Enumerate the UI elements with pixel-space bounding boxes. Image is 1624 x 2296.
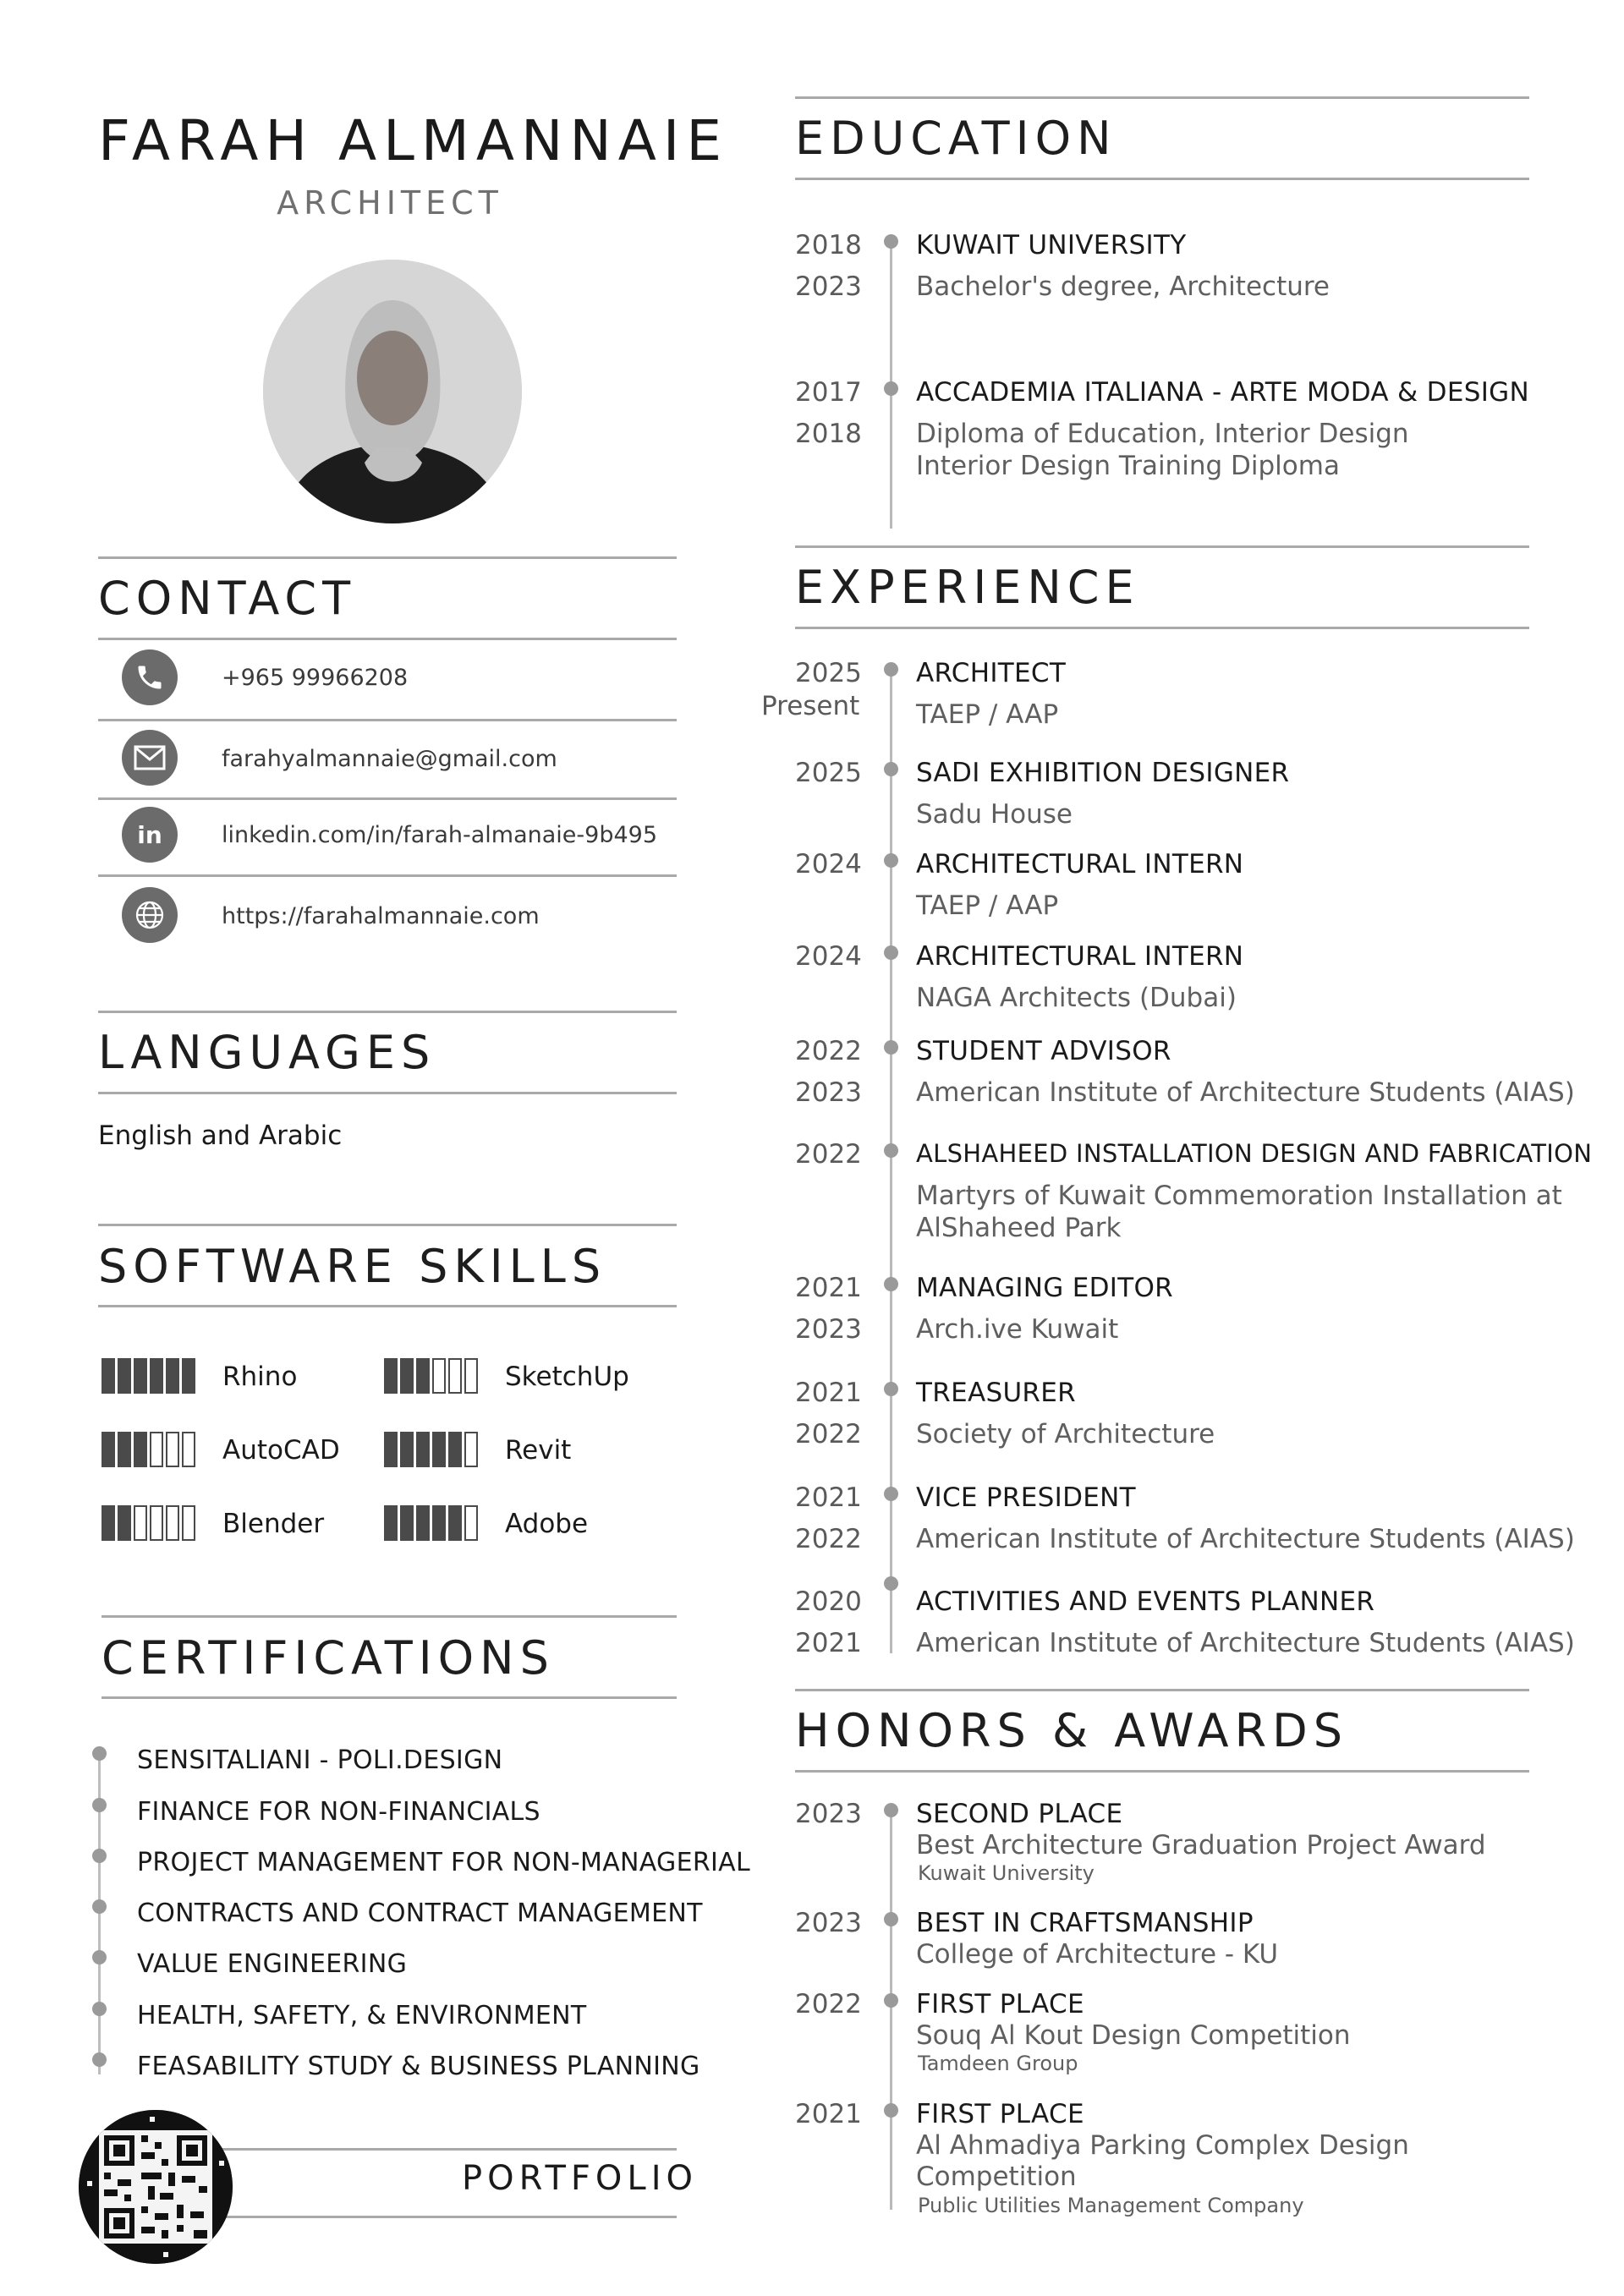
divider — [98, 556, 677, 559]
exp-org: AlShaheed Park — [916, 1213, 1122, 1243]
divider — [102, 1615, 677, 1618]
exp-org: TAEP / AAP — [916, 699, 1059, 730]
skill-bar-segment — [150, 1432, 163, 1467]
skill-bar-segment — [182, 1432, 195, 1467]
divider — [98, 874, 677, 877]
edu-end-year: 2018 — [795, 419, 862, 449]
edu-institution: ACCADEMIA ITALIANA - ARTE MODA & DESIGN — [916, 377, 1529, 408]
timeline-dot — [884, 1803, 898, 1817]
edu-start-year: 2017 — [795, 377, 862, 408]
skill-bar-segment — [150, 1358, 163, 1394]
skill-bars — [102, 1505, 195, 1543]
honor-year: 2022 — [795, 1989, 862, 2019]
honor-issuer: Kuwait University — [918, 1861, 1095, 1885]
contact-phone[interactable]: +965 99966208 — [222, 665, 409, 691]
contact-email[interactable]: farahyalmannaie@gmail.com — [222, 746, 557, 772]
cert-dot — [92, 1798, 107, 1812]
timeline-dot — [884, 1277, 898, 1291]
cert-dot — [92, 2052, 107, 2067]
exp-org: NAGA Architects (Dubai) — [916, 983, 1237, 1013]
edu-degree: Interior Design Training Diploma — [916, 451, 1340, 481]
linkedin-icon — [122, 807, 178, 863]
edu-start-year: 2018 — [795, 230, 862, 260]
exp-start-year: 2021 — [795, 1273, 862, 1303]
timeline-dot — [884, 1040, 898, 1055]
honor-year: 2023 — [795, 1908, 862, 1938]
honor-issuer: Public Utilities Management Company — [918, 2194, 1304, 2217]
skill-label: Rhino — [222, 1362, 298, 1392]
skill-bar-segment — [464, 1505, 478, 1541]
exp-start-year: 2022 — [795, 1139, 862, 1170]
honor-detail: College of Architecture - KU — [916, 1939, 1279, 1970]
skill-bar-segment — [400, 1358, 414, 1394]
divider — [795, 627, 1529, 629]
skill-bar-segment — [400, 1432, 414, 1467]
svg-text:in: in — [137, 821, 162, 849]
experience-title: EXPERIENCE — [795, 561, 1140, 614]
skill-bars — [102, 1358, 195, 1395]
exp-title: MANAGING EDITOR — [916, 1273, 1174, 1303]
skill-label: Revit — [505, 1435, 572, 1466]
cert-dot — [92, 1849, 107, 1863]
cert-item: PROJECT MANAGEMENT FOR NON-MANAGERIAL — [137, 1848, 750, 1877]
exp-title: STUDENT ADVISOR — [916, 1036, 1171, 1066]
exp-title: SADI EXHIBITION DESIGNER — [916, 758, 1290, 788]
exp-start-year: 2020 — [795, 1586, 862, 1617]
exp-end-year: 2023 — [795, 1077, 862, 1108]
timeline-dot — [884, 662, 898, 677]
skill-bar-segment — [118, 1432, 131, 1467]
divider — [795, 1689, 1529, 1691]
timeline-dot — [884, 1382, 898, 1396]
skill-bar-segment — [134, 1358, 147, 1394]
exp-end-year: 2023 — [795, 1314, 862, 1345]
divider — [795, 96, 1529, 99]
timeline-dot — [884, 945, 898, 960]
skill-bar-segment — [182, 1358, 195, 1394]
divider — [195, 2148, 677, 2151]
languages-title: LANGUAGES — [98, 1026, 436, 1079]
exp-title: ARCHITECTURAL INTERN — [916, 941, 1244, 972]
timeline-dot — [884, 381, 898, 396]
exp-start-year: 2025 — [795, 758, 862, 788]
exp-org: TAEP / AAP — [916, 890, 1059, 921]
exp-end-year: Present — [761, 691, 860, 721]
honor-title: FIRST PLACE — [916, 1989, 1084, 2019]
divider — [98, 719, 677, 721]
timeline-dot — [884, 762, 898, 776]
portfolio-label[interactable]: PORTFOLIO — [462, 2159, 698, 2198]
skill-bar-segment — [400, 1505, 414, 1541]
exp-org: American Institute of Architecture Students (AIAS) — [916, 1077, 1575, 1108]
mail-icon — [122, 730, 178, 786]
cert-dot — [92, 1950, 107, 1964]
skill-bar-segment — [166, 1358, 179, 1394]
skill-bar-segment — [102, 1432, 115, 1467]
skill-bar-segment — [384, 1505, 398, 1541]
timeline-dot — [884, 2103, 898, 2118]
skill-bar-segment — [384, 1432, 398, 1467]
skill-label: Blender — [222, 1509, 325, 1539]
skill-bar-segment — [432, 1358, 446, 1394]
experience-timeline — [890, 672, 892, 1653]
honors-title: HONORS & AWARDS — [795, 1704, 1348, 1757]
person-role: ARCHITECT — [277, 184, 503, 222]
exp-end-year: 2022 — [795, 1524, 862, 1554]
divider — [98, 1305, 677, 1307]
skill-bars — [102, 1432, 195, 1469]
honor-detail: Competition — [916, 2162, 1077, 2192]
timeline-dot — [884, 1912, 898, 1926]
exp-title: VICE PRESIDENT — [916, 1482, 1136, 1513]
skill-bar-segment — [134, 1432, 147, 1467]
divider — [795, 1770, 1529, 1773]
divider — [98, 1011, 677, 1013]
skill-bars — [384, 1432, 478, 1469]
person-name: FARAH ALMANNAIE — [98, 108, 729, 173]
edu-end-year: 2023 — [795, 271, 862, 302]
honor-title: SECOND PLACE — [916, 1799, 1123, 1829]
exp-start-year: 2022 — [795, 1036, 862, 1066]
skill-bar-segment — [182, 1505, 195, 1541]
skill-bar-segment — [416, 1505, 430, 1541]
cert-item: SENSITALIANI - POLI.DESIGN — [137, 1745, 503, 1775]
exp-end-year: 2021 — [795, 1628, 862, 1658]
skill-bar-segment — [150, 1505, 163, 1541]
certifications-title: CERTIFICATIONS — [102, 1631, 555, 1685]
cert-item: CONTRACTS AND CONTRACT MANAGEMENT — [137, 1899, 703, 1928]
globe-icon — [122, 887, 178, 943]
qr-code-icon[interactable] — [79, 2110, 233, 2264]
skill-bar-segment — [416, 1358, 430, 1394]
timeline-dot — [884, 1993, 898, 2008]
honor-year: 2021 — [795, 2099, 862, 2129]
skill-bar-segment — [102, 1505, 115, 1541]
honor-issuer: Tamdeen Group — [918, 2052, 1078, 2075]
timeline-dot — [884, 234, 898, 249]
cert-dot — [92, 1746, 107, 1761]
exp-start-year: 2024 — [795, 849, 862, 879]
honor-detail: Best Architecture Graduation Project Award — [916, 1830, 1486, 1860]
skill-label: Adobe — [505, 1509, 589, 1539]
exp-start-year: 2025 — [795, 658, 862, 688]
skill-bar-segment — [134, 1505, 147, 1541]
cert-dot — [92, 1899, 107, 1914]
exp-title: TREASURER — [916, 1378, 1077, 1408]
skill-bar-segment — [464, 1432, 478, 1467]
skill-bar-segment — [432, 1432, 446, 1467]
exp-org: Arch.ive Kuwait — [916, 1314, 1119, 1345]
software-title: SOFTWARE SKILLS — [98, 1240, 607, 1293]
divider — [98, 638, 677, 640]
skill-label: SketchUp — [505, 1362, 629, 1392]
exp-title: ACTIVITIES AND EVENTS PLANNER — [916, 1586, 1375, 1617]
honor-title: FIRST PLACE — [916, 2099, 1084, 2129]
timeline-dot — [884, 1487, 898, 1501]
divider — [195, 2216, 677, 2218]
phone-icon — [122, 649, 178, 705]
skill-bar-segment — [416, 1432, 430, 1467]
skill-bar-segment — [118, 1505, 131, 1541]
cert-dot — [92, 2002, 107, 2016]
skill-bar-segment — [448, 1505, 462, 1541]
skill-bar-segment — [166, 1432, 179, 1467]
timeline-dot — [884, 1576, 898, 1591]
divider — [102, 1696, 677, 1699]
divider — [795, 178, 1529, 180]
contact-title: CONTACT — [98, 572, 357, 625]
skill-bar-segment — [384, 1358, 398, 1394]
skill-bar-segment — [448, 1432, 462, 1467]
divider — [98, 797, 677, 800]
skill-bar-segment — [118, 1358, 131, 1394]
exp-start-year: 2021 — [795, 1378, 862, 1408]
profile-photo — [263, 260, 522, 523]
honor-detail: Al Ahmadiya Parking Complex Design — [916, 2130, 1409, 2161]
exp-title: ARCHITECTURAL INTERN — [916, 849, 1244, 879]
exp-title: ALSHAHEED INSTALLATION DESIGN AND FABRICATION — [916, 1139, 1593, 1168]
contact-website[interactable]: https://farahalmannaie.com — [222, 903, 540, 929]
edu-degree: Bachelor's degree, Architecture — [916, 271, 1330, 302]
skill-bar-segment — [448, 1358, 462, 1394]
divider — [795, 545, 1529, 548]
exp-start-year: 2024 — [795, 941, 862, 972]
divider — [98, 1224, 677, 1226]
honor-detail: Souq Al Kout Design Competition — [916, 2020, 1351, 2051]
exp-org: American Institute of Architecture Students (AIAS) — [916, 1524, 1575, 1554]
exp-start-year: 2021 — [795, 1482, 862, 1513]
exp-end-year: 2022 — [795, 1419, 862, 1449]
cert-item: HEALTH, SAFETY, & ENVIRONMENT — [137, 2001, 587, 2030]
cert-item: FINANCE FOR NON-FINANCIALS — [137, 1797, 540, 1827]
contact-linkedin[interactable]: linkedin.com/in/farah-almanaie-9b495 — [222, 822, 658, 848]
honor-year: 2023 — [795, 1799, 862, 1829]
skill-bar-segment — [432, 1505, 446, 1541]
skill-bar-segment — [166, 1505, 179, 1541]
skill-label: AutoCAD — [222, 1435, 340, 1466]
languages-text: English and Arabic — [98, 1121, 343, 1151]
exp-title: ARCHITECT — [916, 658, 1067, 688]
exp-org: Sadu House — [916, 799, 1073, 830]
cert-item: FEASABILITY STUDY & BUSINESS PLANNING — [137, 2052, 700, 2081]
honor-title: BEST IN CRAFTSMANSHIP — [916, 1908, 1254, 1938]
exp-org: American Institute of Architecture Students (AIAS) — [916, 1628, 1575, 1658]
timeline-dot — [884, 1143, 898, 1158]
exp-org: Martyrs of Kuwait Commemoration Installation at — [916, 1181, 1562, 1211]
skill-bar-segment — [102, 1358, 115, 1394]
skill-bars — [384, 1358, 478, 1395]
divider — [98, 1092, 677, 1094]
timeline-dot — [884, 853, 898, 868]
skill-bar-segment — [464, 1358, 478, 1394]
skill-bars — [384, 1505, 478, 1543]
education-title: EDUCATION — [795, 112, 1117, 165]
cert-item: VALUE ENGINEERING — [137, 1949, 408, 1979]
edu-degree: Diploma of Education, Interior Design — [916, 419, 1409, 449]
exp-org: Society of Architecture — [916, 1419, 1215, 1449]
honors-timeline — [890, 1810, 892, 2210]
edu-institution: KUWAIT UNIVERSITY — [916, 230, 1187, 260]
